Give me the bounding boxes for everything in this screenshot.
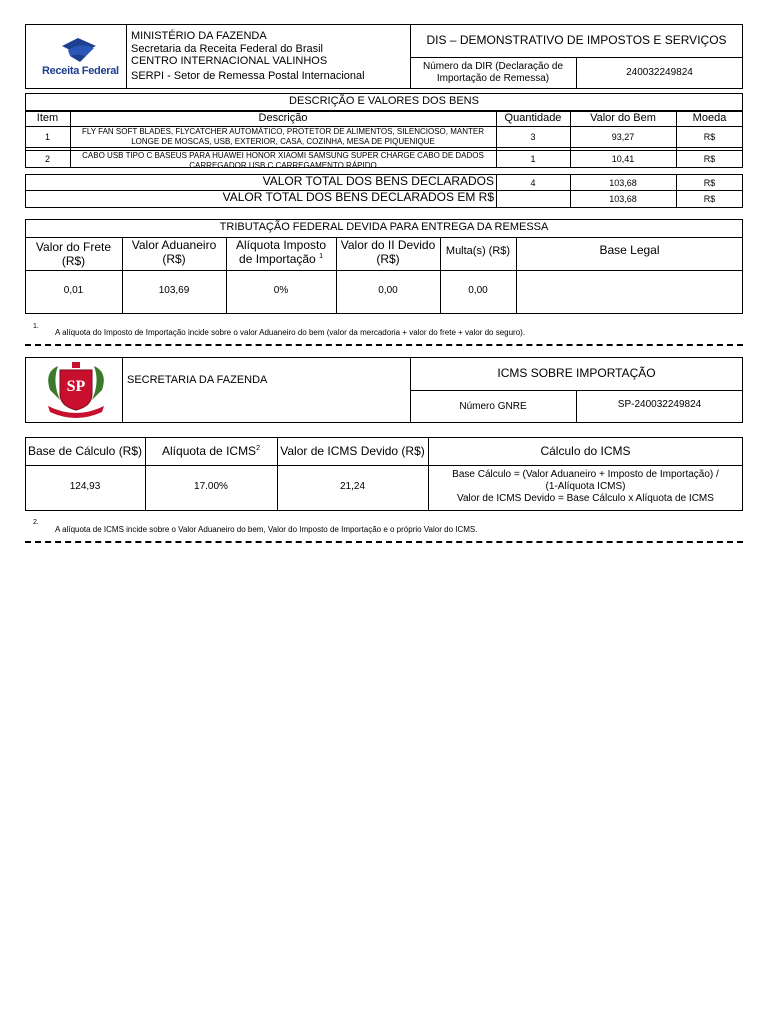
logo-text: Receita Federal [42,65,119,77]
dis-title: DIS – DEMONSTRATIVO DE IMPOSTOS E SERVIÇOS [426,33,727,47]
dir-number: 240032249824 [626,67,693,78]
row1-quantidade: 3 [530,132,536,142]
footnote2-num: 2. [33,519,39,526]
h-aliquota: Alíquota Imposto de Importação $^1$ [235,238,327,266]
calc-line1: Base Cálculo = (Valor Aduaneiro + Imposto de Importação) / [452,469,719,480]
gnre-number: SP-240032249824 [617,399,702,410]
h-ii: Valor do II Devido (R$) [340,238,436,266]
footnote-ref-2: 2 [256,445,260,452]
row1-valor: 93,27 [611,132,635,142]
sp-brasao-icon [40,360,112,420]
col-descricao: Descrição [258,112,308,124]
h-base-calculo: Base de Cálculo (R$) [27,444,143,458]
h-aduaneiro: Valor Aduaneiro (R$) [131,238,217,266]
bens-title: DESCRIÇÃO E VALORES DOS BENS [289,95,479,107]
footnote2-text: A alíquota de ICMS incide sobre o Valor Aduaneiro do bem, Valor do Imposto de Importação e o próprio Valor do ICMS. [55,525,478,534]
row2-item: 2 [44,154,50,164]
row2-quantidade: 1 [530,154,536,164]
h-valor-icms: Valor de ICMS Devido (R$) [280,444,425,458]
row1-item: 1 [44,132,50,142]
dir-label: Número da DIR (Declaração de Importação de Remessa) [422,61,564,84]
gnre-label: Número GNRE [459,401,527,412]
total-qty: 4 [530,178,536,188]
ministry-name: MINISTÉRIO DA FAZENDA [131,30,267,42]
h-calculo-icms: Cálculo do ICMS [540,444,631,458]
total-brl-valor: 103,68 [609,194,637,204]
row1-descricao: FLY FAN SOFT BLADES, FLYCATCHER AUTOMÁTICO, PROTETOR DE ALIMENTOS, SILENCIOSO, MANTER LONGE DE MOSCAS, USB, EXTERIOR, CASA, COZINHA, MESA DE PIQUENIQUE [81,127,484,146]
v-aliquota-icms: 17.00% [194,481,228,492]
v-aduaneiro: 103,69 [158,285,190,296]
v-multa: 0,00 [468,285,488,296]
receita-federal-logo [40,32,118,80]
calc-line3: Valor de ICMS Devido = Base Cálculo x Alíquota de ICMS [457,493,714,504]
total-valor: 103,68 [609,178,637,188]
serpi-name: SERPI - Setor de Remessa Postal Internacional [131,70,365,82]
secretaria-name: Secretaria da Receita Federal do Brasil [131,43,323,55]
icms-title: ICMS SOBRE IMPORTAÇÃO [497,366,656,380]
h-base-legal: Base Legal [599,243,660,257]
sp-coat-of-arms [40,360,112,420]
col-valor: Valor do Bem [590,112,656,124]
col-quantidade: Quantidade [504,112,562,124]
v-valor-icms: 21,24 [339,481,366,492]
svg-text:SP: SP [66,378,86,395]
row1-moeda: R$ [703,132,716,142]
row2-valor: 10,41 [611,154,635,164]
h-frete: Valor do Frete (R$) [35,240,112,268]
sp-secretaria: SECRETARIA DA FAZENDA [127,374,268,386]
total-moeda: R$ [703,178,716,188]
total-label: VALOR TOTAL DOS BENS DECLARADOS [262,174,494,188]
row2-moeda: R$ [703,154,716,164]
calc-line2: (1-Alíquota ICMS) [545,481,626,492]
v-ii: 0,00 [378,285,398,296]
centro-name: CENTRO INTERNACIONAL VALINHOS [131,55,328,67]
h-aliquota-icms: Alíquota de ICMS$^2$ [162,444,260,458]
footnote1-num: 1. [33,323,39,330]
separator-2 [25,541,743,543]
footnote-ref-1: 1 [319,252,323,260]
col-moeda: Moeda [692,112,727,124]
v-base-calculo: 124,93 [69,481,101,492]
separator-1 [25,344,743,346]
v-aliquota: 0% [273,285,289,296]
footnote1-text: A alíquota do Imposto de Importação incide sobre o valor Aduaneiro do bem (valor da mercadoria + valor do frete + valor do seguro). [55,328,526,337]
v-frete: 0,01 [63,285,84,296]
row2-descricao: CABO USB TIPO C BASEUS PARA HUAWEI HONOR XIAOMI SAMSUNG SUPER CHARGE CABO DE DADOS CARREGADOR USB C CARREGAMENTO RÁPIDO [82,151,484,168]
total-brl-label: VALOR TOTAL DOS BENS DECLARADOS EM R$ [222,190,494,204]
h-multa: Multa(s) (R$) [445,245,511,257]
total-brl-moeda: R$ [703,194,716,204]
col-item: Item [36,112,59,124]
tributacao-title: TRIBUTAÇÃO FEDERAL DEVIDA PARA ENTREGA DA REMESSA [219,221,549,233]
